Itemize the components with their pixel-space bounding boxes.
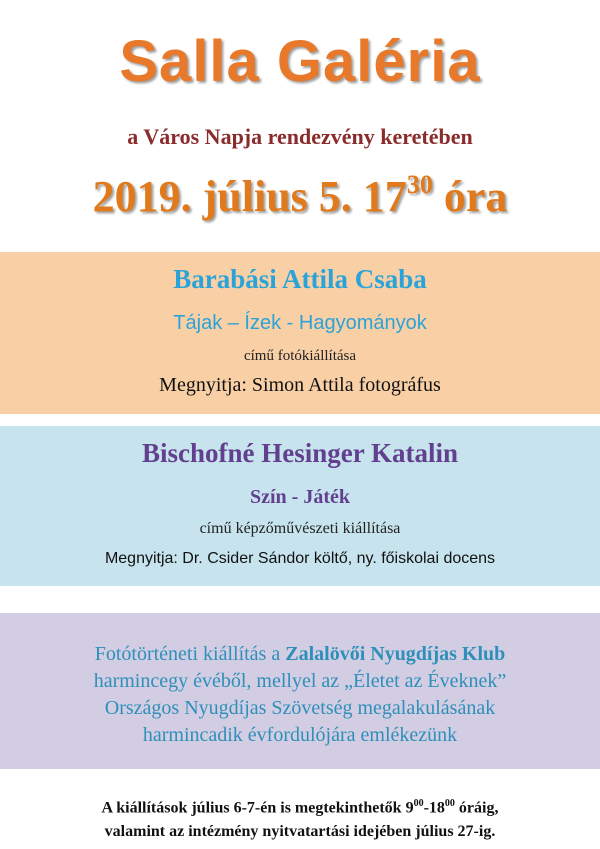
footer-note: [0, 792, 600, 844]
history-line-4: harmincadik évfordulójára emlékezünk: [142, 724, 458, 746]
footer-line-2: valamint az intézmény nyitvatartási idejében július 27-ig.: [104, 823, 496, 841]
footer-line-1-c: óráig,: [454, 799, 499, 817]
artist-name-2: Bischofné Hesinger Katalin: [141, 438, 458, 468]
opening-speaker-1: Megnyitja: Simon Attila fotográfus: [159, 374, 441, 396]
history-line-1-text: Fotótörténeti kiállítás a: [94, 643, 286, 665]
event-subtitle: a Város Napja rendezvény keretében: [127, 124, 473, 149]
exhibition-title-1: Tájak – Ízek - Hagyományok: [173, 312, 427, 334]
exhibition-panel-2: [0, 426, 600, 586]
exhibition-title-2: Szín - Játék: [250, 486, 350, 508]
artist-name-1: Barabási Attila Csaba: [173, 264, 427, 294]
footer-line-1-a: A kiállítások július 6-7-én is megtekinthetők 9: [101, 799, 414, 817]
exhibition-type-1: című fotókiállítása: [243, 348, 357, 364]
footer-line-1: [0, 792, 600, 820]
event-date-main: 2019. július 5. 17: [92, 172, 407, 221]
history-exhibition-text: [20, 641, 580, 749]
exhibition-panel-1: [0, 252, 600, 414]
event-date: [0, 170, 600, 222]
history-exhibition-panel: [0, 613, 600, 769]
footer-time-sup-1: 00: [413, 798, 424, 809]
exhibition-type-2: című képzőművészeti kiállítása: [199, 520, 401, 537]
club-name: Zalalövői Nyugdíjas Klub: [285, 643, 506, 665]
history-line-3: Országos Nyugdíjas Szövetség megalakulásának: [104, 697, 496, 719]
history-line-2: harmincegy évéből, mellyel az „Életet az Éveknek”: [93, 670, 507, 692]
event-date-tail: óra: [432, 172, 508, 221]
event-date-minutes: 30: [406, 170, 433, 199]
history-line-1: [20, 641, 580, 668]
gallery-title: Salla Galéria: [119, 29, 481, 94]
opening-speaker-2: Megnyitja: Dr. Csider Sándor költő, ny. főiskolai docens: [104, 550, 496, 567]
footer-line-1-b: -18: [423, 799, 445, 817]
footer-time-sup-2: 00: [444, 798, 455, 809]
